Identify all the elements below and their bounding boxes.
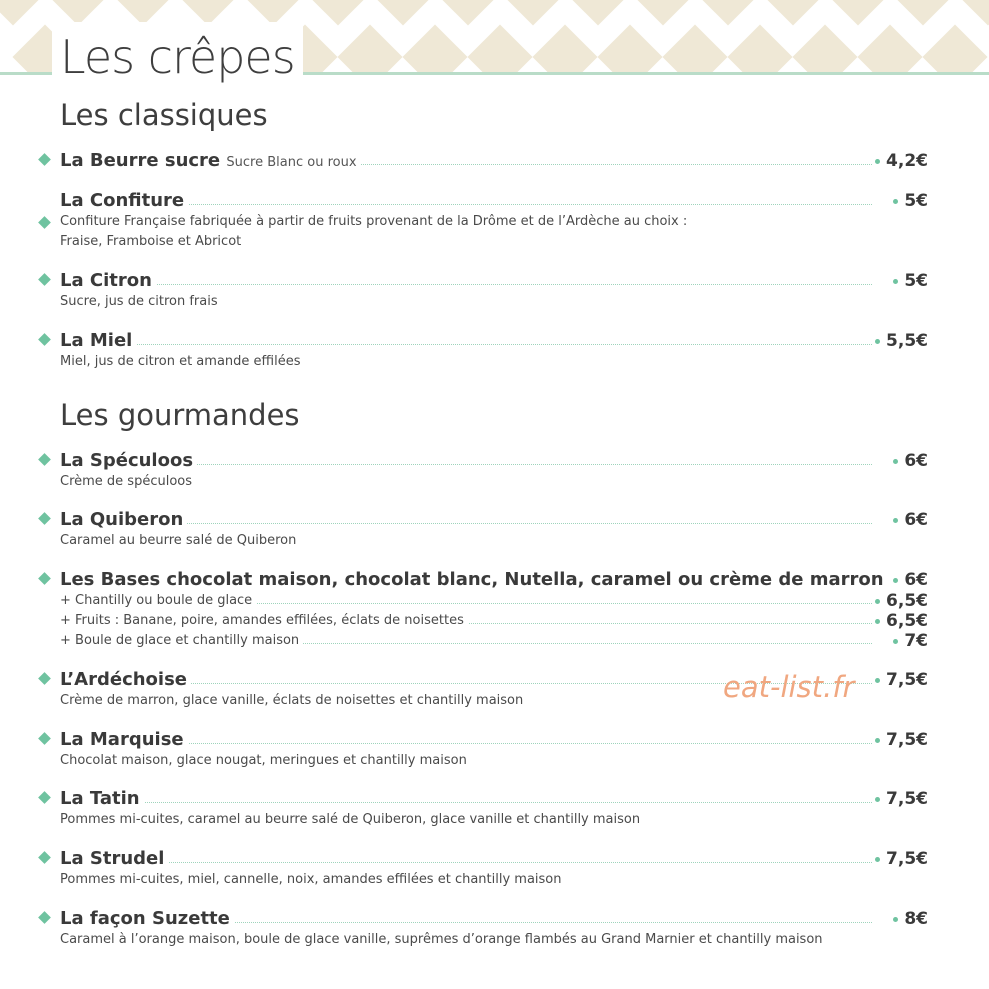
item-name: L’Ardéchoise (60, 669, 191, 691)
item-price: 7,5€ (875, 669, 928, 691)
dot-leader (60, 344, 872, 345)
pattern-diamond (922, 24, 987, 74)
menu-item-citron (40, 270, 940, 312)
diamond-bullet-icon (38, 732, 51, 745)
pattern-diamond (890, 0, 955, 26)
pattern-diamond (565, 0, 630, 26)
item-price: 8€ (893, 908, 928, 930)
item-option (40, 631, 940, 651)
item-name: La Tatin (60, 788, 144, 810)
item-option (40, 611, 940, 631)
option-price: 7€ (893, 631, 928, 651)
section-title-classiques: Les classiques (60, 98, 268, 132)
menu-item-marquise (40, 729, 940, 771)
item-price: 7,5€ (875, 848, 928, 870)
item-description: Chocolat maison, glace nougat, meringues et chantilly maison (60, 753, 467, 768)
item-description: Fraise, Framboise et Abricot (60, 234, 242, 249)
item-price: 4,2€ (875, 150, 928, 172)
dot-leader (60, 862, 872, 863)
pattern-diamond (825, 0, 890, 26)
item-inline-description: Sucre Blanc ou roux (226, 155, 357, 170)
item-price: 6€ (893, 450, 928, 472)
item-price: 5€ (893, 190, 928, 212)
item-name: La Beurre sucre Sucre Blanc ou roux (60, 150, 361, 174)
menu-item-strudel (40, 848, 940, 890)
pattern-diamond (792, 24, 857, 74)
menu-item-confiture (40, 190, 940, 252)
diamond-bullet-icon (38, 453, 51, 466)
pattern-diamond (532, 24, 597, 74)
watermark: eat-list.fr (723, 670, 855, 704)
diamond-bullet-icon (38, 273, 51, 286)
item-name: Les Bases chocolat maison, chocolat blanc, Nutella, caramel ou crème de marron (60, 569, 888, 591)
pattern-diamond (337, 24, 402, 74)
pattern-diamond (695, 0, 760, 26)
item-description: Caramel au beurre salé de Quiberon (60, 533, 297, 548)
item-description: Crème de marron, glace vanille, éclats de noisettes et chantilly maison (60, 693, 524, 708)
diamond-bullet-icon (38, 153, 51, 166)
pattern-diamond (402, 24, 467, 74)
option-price: 6,5€ (875, 591, 928, 611)
pattern-diamond (435, 0, 500, 26)
item-description: Miel, jus de citron et amande effilées (60, 354, 301, 369)
item-price: 6€ (893, 509, 928, 531)
item-description: Confiture Française fabriquée à partir de fruits provenant de la Drôme et de l’Ardèche au choix : (60, 214, 688, 229)
pattern-diamond (760, 0, 825, 26)
item-price: 7,5€ (875, 788, 928, 810)
page-title: Les crêpes (52, 22, 303, 92)
pattern-diamond (500, 0, 565, 26)
item-name: La Quiberon (60, 509, 187, 531)
item-name: La Spéculoos (60, 450, 197, 472)
item-name: La Marquise (60, 729, 188, 751)
item-description: Caramel à l’orange maison, boule de glace vanille, suprêmes d’orange flambés au Grand Marnier et chantilly maison (60, 932, 823, 947)
item-price: 5€ (893, 270, 928, 292)
diamond-bullet-icon (38, 791, 51, 804)
menu-item-speculoos (40, 450, 940, 492)
pattern-diamond (0, 0, 46, 26)
pattern-diamond (597, 24, 662, 74)
option-price: 6,5€ (875, 611, 928, 631)
menu-item-miel (40, 330, 940, 372)
menu-item-suzette (40, 908, 940, 950)
pattern-diamond (727, 24, 792, 74)
item-description: Pommes mi-cuites, caramel au beurre salé de Quiberon, glace vanille et chantilly maison (60, 812, 641, 827)
option-label: + Boule de glace et chantilly maison (60, 631, 303, 651)
diamond-bullet-icon (38, 911, 51, 924)
item-name: La Confiture (60, 190, 188, 212)
dot-leader (60, 802, 872, 803)
item-name: La Strudel (60, 848, 168, 870)
item-option (40, 591, 940, 611)
diamond-bullet-icon (38, 672, 51, 685)
item-name: La Miel (60, 330, 136, 352)
item-description: Sucre, jus de citron frais (60, 294, 218, 309)
option-label: + Fruits : Banane, poire, amandes effilées, éclats de noisettes (60, 611, 468, 631)
diamond-bullet-icon (38, 512, 51, 525)
diamond-bullet-icon (38, 572, 51, 585)
item-price: 5,5€ (875, 330, 928, 352)
pattern-diamond (857, 24, 922, 74)
item-price: 6€ (893, 569, 928, 591)
item-description: Crème de spéculoos (60, 474, 193, 489)
menu-item-bases (40, 569, 940, 651)
menu-item-beurre-sucre (40, 150, 940, 172)
pattern-diamond (630, 0, 695, 26)
diamond-bullet-icon (38, 851, 51, 864)
menu-item-tatin (40, 788, 940, 830)
item-name: La façon Suzette (60, 908, 234, 930)
pattern-diamond (662, 24, 727, 74)
item-description: Pommes mi-cuites, miel, cannelle, noix, amandes effilées et chantilly maison (60, 872, 562, 887)
pattern-diamond (370, 0, 435, 26)
item-name: La Citron (60, 270, 156, 292)
diamond-bullet-icon (38, 333, 51, 346)
pattern-diamond (305, 0, 370, 26)
pattern-diamond (467, 24, 532, 74)
dot-leader (60, 284, 872, 285)
option-label: + Chantilly ou boule de glace (60, 591, 256, 611)
section-title-gourmandes: Les gourmandes (60, 398, 300, 432)
pattern-diamond (955, 0, 989, 26)
item-price: 7,5€ (875, 729, 928, 751)
menu-item-quiberon (40, 509, 940, 551)
